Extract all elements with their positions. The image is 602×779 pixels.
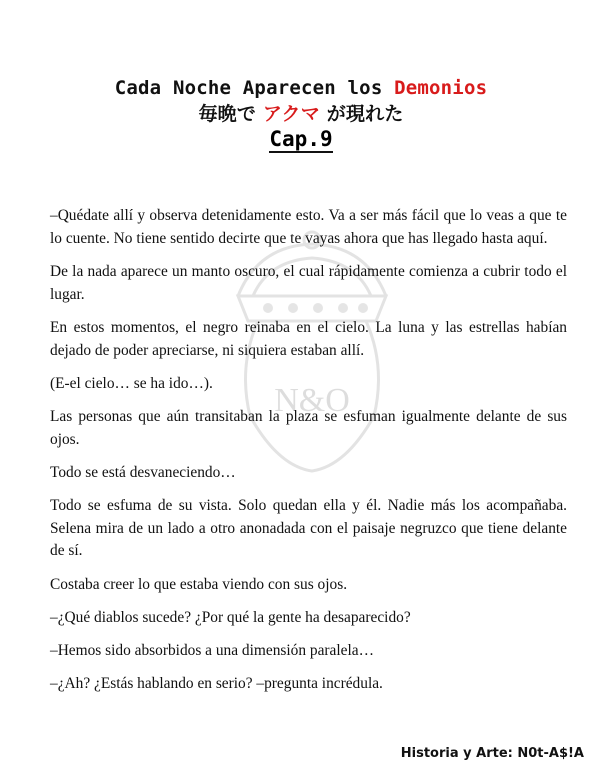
paragraph: Todo se esfuma de su vista. Solo quedan ella y él. Nadie más los acompañaba. Selena mira de un lado a otro anonadada con el paisaje negruzco que tiene delante de sí. [50,497,567,560]
paragraph: –¿Ah? ¿Estás hablando en serio? –pregunta incrédula. [50,675,383,693]
title-spanish-prefix: Cada Noche Aparecen los [114,77,395,99]
paragraph: (E-el cielo… se ha ido…). [50,374,213,392]
watermark-text: N&O [274,382,350,419]
paragraph: Las personas que aún transitaban la plaza se esfuman igualmente delante de sus ojos. [50,407,567,448]
title-japanese-prefix: 毎晩で [198,103,263,125]
author-credit: Historia y Arte: N0t-A$!A [400,746,584,761]
paragraph: Todo se está desvaneciendo… [50,463,236,481]
title-japanese-suffix: が現れた [319,103,404,125]
paragraph: –Hemos sido absorbidos a una dimensión paralela… [50,642,374,660]
title-japanese [0,101,602,127]
chapter-body [50,205,567,706]
chapter-label: Cap.9 [269,127,333,151]
title-japanese-highlight: アクマ [262,103,320,125]
title-spanish [0,76,602,101]
paragraph: De la nada aparece un manto oscuro, el cual rápidamente comienza a cubrir todo el lugar. [50,262,567,303]
title-block [0,76,602,153]
paragraph: Costaba creer lo que estaba viendo con sus ojos. [50,575,348,593]
paragraph: –¿Qué diablos sucede? ¿Por qué la gente ha desaparecido? [50,608,411,626]
paragraph: –Quédate allí y observa detenidamente esto. Va a ser más fácil que lo veas a que te lo cuente. No tiene sentido decirte que te vayas ahora que has llegado hasta aquí. [50,207,567,247]
paragraph: En estos momentos, el negro reinaba en el cielo. La luna y las estrellas habían dejado de poder apreciarse, ni siquiera estaban allí. [50,318,567,359]
title-spanish-highlight: Demonios [394,77,488,99]
